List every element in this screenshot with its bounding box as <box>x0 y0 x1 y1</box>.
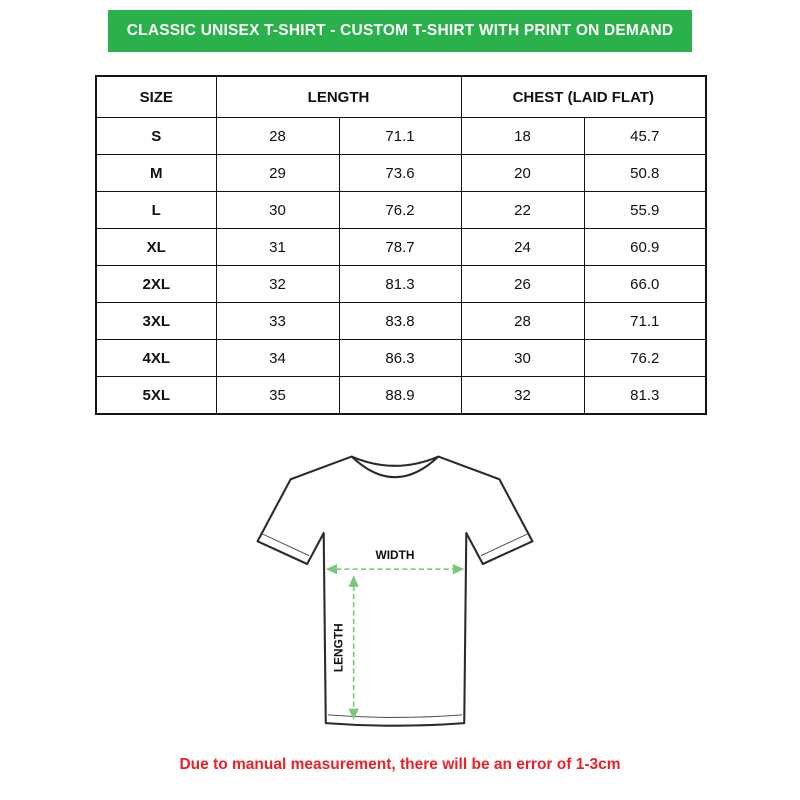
measurement-disclaimer: Due to manual measurement, there will be an error of 1-3cm <box>179 756 621 773</box>
table-row <box>96 155 706 192</box>
size-table-header <box>96 76 706 118</box>
size-cell: 4XL <box>96 340 216 377</box>
tshirt-measurement-diagram <box>245 440 545 750</box>
size-cell: 5XL <box>96 377 216 415</box>
table-row <box>96 340 706 377</box>
length-cm-cell: 73.6 <box>339 155 461 192</box>
chest-cm-cell: 76.2 <box>584 340 706 377</box>
size-cell: 3XL <box>96 303 216 340</box>
length-cm-cell: 78.7 <box>339 229 461 266</box>
chest-cm-cell: 81.3 <box>584 377 706 415</box>
length-label: LENGTH <box>331 623 346 673</box>
chest-in-cell: 28 <box>461 303 584 340</box>
size-cell: S <box>96 118 216 155</box>
table-header-row <box>96 76 706 118</box>
length-in-cell: 31 <box>216 229 339 266</box>
table-row <box>96 192 706 229</box>
length-cm-cell: 81.3 <box>339 266 461 303</box>
length-cm-cell: 83.8 <box>339 303 461 340</box>
chest-cm-cell: 71.1 <box>584 303 706 340</box>
header-length: LENGTH <box>216 76 461 118</box>
table-row <box>96 266 706 303</box>
size-table-body <box>96 118 706 415</box>
page-title: CLASSIC UNISEX T-SHIRT - CUSTOM T-SHIRT WITH PRINT ON DEMAND <box>126 22 674 39</box>
table-row <box>96 303 706 340</box>
length-cm-cell: 76.2 <box>339 192 461 229</box>
length-cm-cell: 86.3 <box>339 340 461 377</box>
length-in-cell: 29 <box>216 155 339 192</box>
length-in-cell: 30 <box>216 192 339 229</box>
table-row <box>96 377 706 415</box>
chest-in-cell: 20 <box>461 155 584 192</box>
length-in-cell: 35 <box>216 377 339 415</box>
chest-in-cell: 18 <box>461 118 584 155</box>
size-cell: XL <box>96 229 216 266</box>
header-size: SIZE <box>96 76 216 118</box>
chest-in-cell: 22 <box>461 192 584 229</box>
length-in-cell: 32 <box>216 266 339 303</box>
size-table <box>95 75 707 415</box>
table-row <box>96 118 706 155</box>
length-cm-cell: 88.9 <box>339 377 461 415</box>
table-row <box>96 229 706 266</box>
chest-cm-cell: 60.9 <box>584 229 706 266</box>
length-in-cell: 28 <box>216 118 339 155</box>
chest-cm-cell: 66.0 <box>584 266 706 303</box>
size-cell: 2XL <box>96 266 216 303</box>
size-cell: L <box>96 192 216 229</box>
chest-cm-cell: 45.7 <box>584 118 706 155</box>
chest-in-cell: 24 <box>461 229 584 266</box>
chest-in-cell: 26 <box>461 266 584 303</box>
length-in-cell: 34 <box>216 340 339 377</box>
length-cm-cell: 71.1 <box>339 118 461 155</box>
chest-in-cell: 30 <box>461 340 584 377</box>
chest-cm-cell: 55.9 <box>584 192 706 229</box>
length-in-cell: 33 <box>216 303 339 340</box>
size-cell: M <box>96 155 216 192</box>
title-banner <box>108 10 692 52</box>
chest-in-cell: 32 <box>461 377 584 415</box>
width-label: WIDTH <box>375 547 415 562</box>
header-chest: CHEST (LAID FLAT) <box>461 76 706 118</box>
chest-cm-cell: 50.8 <box>584 155 706 192</box>
tshirt-outline <box>258 457 533 726</box>
